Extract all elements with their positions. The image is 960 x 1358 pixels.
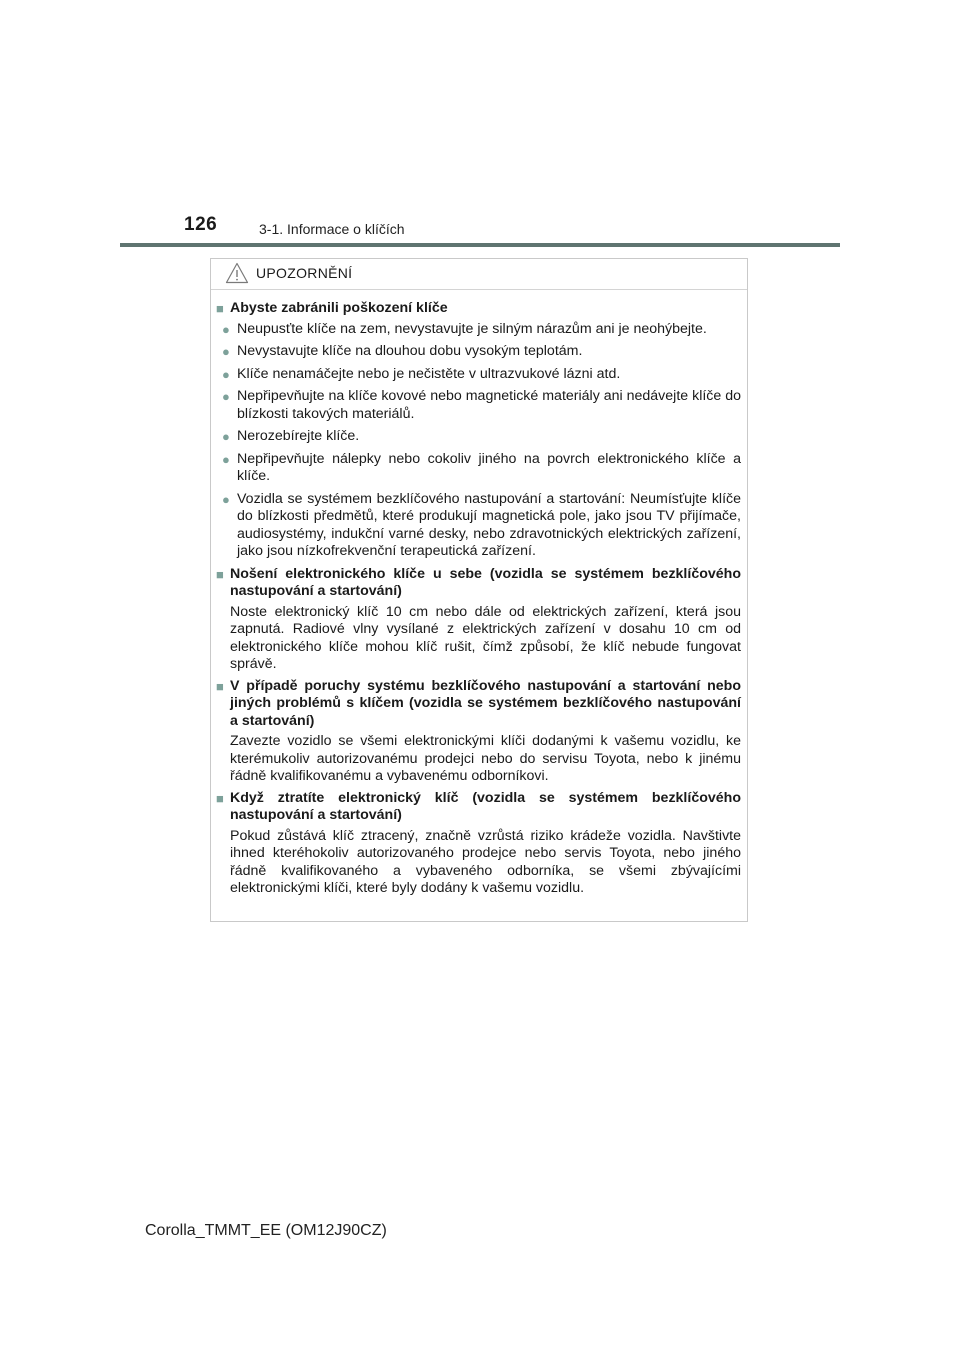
circle-bullet-icon: ● (222, 429, 230, 444)
section-heading-text: Když ztratíte elektronický klíč (vozidla se systémem bezklíčového nastupování a startování) (230, 789, 741, 823)
list-item (216, 321, 741, 339)
section-heading-text: Nošení elektronického klíče u sebe (vozidla se systémem bezklíčového nastupování a startování) (230, 565, 741, 599)
circle-bullet-icon: ● (222, 344, 230, 359)
list-item-text: Neupusťte klíče na zem, nevystavujte je silným nárazům ani je neohýbejte. (237, 320, 707, 337)
square-bullet-icon: ■ (216, 790, 224, 806)
list-item (216, 343, 741, 361)
list-item-text: Nepřipevňujte nálepky nebo cokoliv jiného na povrch elektronického klíče a klíče. (237, 450, 741, 484)
list-item (216, 491, 741, 561)
list-item-text: Vozidla se systémem bezklíčového nastupování a startování: Neumísťujte klíče do blízkosti předmětů, které produkují magnetická pole, jako jsou TV přijímače, audiosystémy, indukční varné desky, nebo zdravotnických elektrických zařízení, jako jsou nízkofrekvenční terapeutická zařízení. (237, 490, 741, 559)
square-bullet-icon: ■ (216, 678, 224, 694)
section-heading (216, 300, 741, 318)
section-body: Pokud zůstává klíč ztracený, značně vzrůstá riziko krádeže vozidla. Navštivte ihned kteréhokoliv autorizovaného prodejce nebo servis Toyota, nebo jiného řádně kvalifikovaného a vybaveného odborníka, se všemi zbývajícími elektronickými klíči, které byly dodány k vašemu vozidlu. (230, 827, 741, 896)
section-heading (216, 566, 741, 601)
footer-model-code: Corolla_TMMT_EE (OM12J90CZ) (145, 1222, 387, 1239)
circle-bullet-icon: ● (222, 491, 230, 507)
warning-title: UPOZORNĚNÍ (256, 265, 353, 281)
warning-box (210, 258, 748, 922)
list-item-text: Nerozebírejte klíče. (237, 428, 360, 444)
bullet-list (216, 321, 741, 561)
circle-bullet-icon: ● (222, 321, 230, 337)
circle-bullet-icon: ● (222, 451, 230, 467)
section-heading-text: Abyste zabránili poškození klíče (230, 300, 448, 316)
warning-section-key-damage (216, 300, 741, 561)
list-item-text: Klíče nenamáčejte nebo je nečistěte v ultrazvukové lázni atd. (237, 365, 621, 382)
list-item (216, 366, 741, 384)
section-heading-text: V případě poruchy systému bezklíčového nastupování a startování nebo jiných problémů s klíčem (vozidla se systémem bezklíčového nastupování a startování) (230, 677, 741, 729)
section-body: Zavezte vozidlo se všemi elektronickými klíči dodanými k vašemu vozidlu, ke kterémukoliv autorizovanému prodejci nebo do servisu Toyota, nebo k jinému řádně kvalifikovanému a vybavenému odborníkovi. (230, 733, 741, 784)
list-item-text: Nevystavujte klíče na dlouhou dobu vysokým teplotám. (237, 343, 583, 359)
header-rule (120, 243, 840, 247)
circle-bullet-icon: ● (222, 366, 230, 382)
page-number: 126 (184, 214, 218, 235)
square-bullet-icon: ■ (216, 301, 224, 316)
section-title: 3-1. Informace o klíčích (259, 221, 405, 237)
circle-bullet-icon: ● (222, 389, 230, 404)
list-item-text: Nepřipevňujte na klíče kovové nebo magnetické materiály ani nedávejte klíče do blízkosti takových materiálů. (237, 388, 741, 422)
section-heading (216, 790, 741, 825)
square-bullet-icon: ■ (216, 566, 224, 582)
warning-section-lost-key (216, 790, 741, 898)
warning-section-malfunction (216, 678, 741, 786)
list-item (216, 428, 741, 446)
section-body: Noste elektronický klíč 10 cm nebo dále od elektrických zařízení, která jsou zapnutá. Radiové vlny vysílané z elektrických zařízení v dosahu 10 cm od elektronického klíče mohou klíč rušit, čímž způsobí, že klíč nebude fungovat správě. (230, 603, 741, 672)
list-item (216, 451, 741, 486)
warning-section-carrying-key (216, 566, 741, 674)
warning-body (211, 290, 747, 898)
warning-header (211, 259, 747, 290)
list-item (216, 388, 741, 423)
warning-triangle-icon (225, 262, 249, 284)
section-heading (216, 678, 741, 731)
